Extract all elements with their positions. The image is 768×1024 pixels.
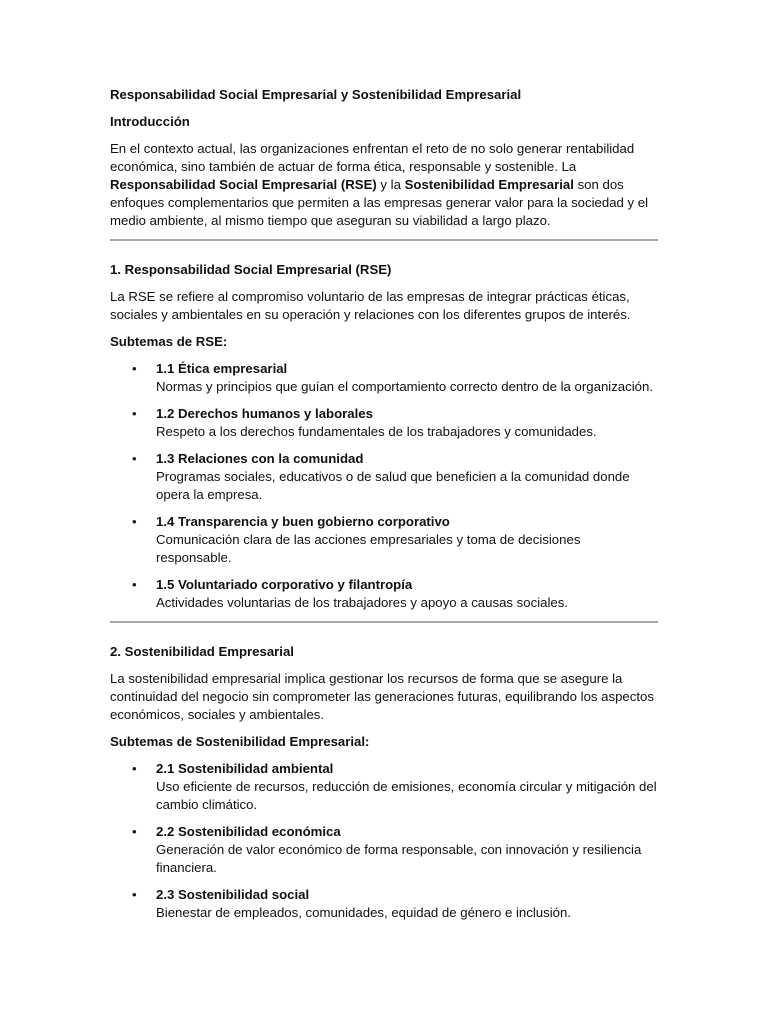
list-item-title: 2.1 Sostenibilidad ambiental (156, 761, 334, 776)
subtopics-title: Subtemas de Sostenibilidad Empresarial: (110, 734, 370, 749)
list-item (110, 823, 658, 877)
bullet-icon: • (132, 451, 137, 466)
document-title: Responsabilidad Social Empresarial y Sostenibilidad Empresarial (110, 87, 522, 102)
intro-paragraph (110, 140, 658, 230)
list-item-title: 1.2 Derechos humanos y laborales (156, 406, 373, 421)
intro-text-2: y la (376, 177, 405, 192)
intro-text-3: son dos enfoques complementarios que permiten a las empresas generar valor para la sociedad y el medio ambiente, al mismo tiempo que aseguran su viabilidad a largo plazo. (110, 177, 649, 228)
subtopic-list (110, 360, 658, 612)
bullet-icon: • (132, 361, 137, 376)
section-title: 2. Sostenibilidad Empresarial (110, 644, 294, 659)
list-item-title: 1.4 Transparencia y buen gobierno corporativo (156, 514, 450, 529)
section-title: 1. Responsabilidad Social Empresarial (RSE) (110, 262, 392, 277)
bullet-icon: • (132, 406, 137, 421)
list-item-description: Programas sociales, educativos o de salud que beneficien a la comunidad donde opera la empresa. (156, 469, 630, 502)
bullet-icon: • (132, 577, 137, 592)
subtopics-title: Subtemas de RSE: (110, 334, 228, 349)
list-item-description: Respeto a los derechos fundamentales de los trabajadores y comunidades. (156, 424, 597, 439)
list-item-description: Uso eficiente de recursos, reducción de emisiones, economía circular y mitigación del cambio climático. (156, 779, 657, 812)
intro-bold-sostenibilidad: Sostenibilidad Empresarial (404, 177, 574, 192)
intro-text-1: En el contexto actual, las organizaciones enfrentan el reto de no solo generar rentabilidad económica, sino también de actuar de forma ética, responsable y sostenible. La (110, 141, 635, 174)
list-item (110, 760, 658, 814)
bullet-icon: • (132, 824, 137, 839)
section-description: La RSE se refiere al compromiso voluntario de las empresas de integrar prácticas éticas, sociales y ambientales en su operación y relaciones con los diferentes grupos de interés. (110, 289, 631, 322)
list-item-title: 2.3 Sostenibilidad social (156, 887, 310, 902)
bullet-icon: • (132, 761, 137, 776)
intro-bold-rse: Responsabilidad Social Empresarial (RSE) (110, 177, 377, 192)
list-item-title: 1.1 Ética empresarial (156, 361, 288, 376)
list-item (110, 513, 658, 567)
list-item-title: 1.5 Voluntariado corporativo y filantropía (156, 577, 413, 592)
intro-heading: Introducción (110, 114, 190, 129)
list-item-title: 2.2 Sostenibilidad económica (156, 824, 341, 839)
list-item (110, 360, 658, 396)
list-item-description: Generación de valor económico de forma responsable, con innovación y resiliencia financiera. (156, 842, 642, 875)
list-item (110, 886, 658, 922)
list-item-description: Normas y principios que guían el comportamiento correcto dentro de la organización. (156, 379, 653, 394)
list-item (110, 576, 658, 612)
bullet-icon: • (132, 514, 137, 529)
horizontal-divider (110, 239, 658, 241)
subtopic-list (110, 760, 658, 922)
list-item-description: Actividades voluntarias de los trabajadores y apoyo a causas sociales. (156, 595, 568, 610)
list-item (110, 405, 658, 441)
list-item-description: Comunicación clara de las acciones empresariales y toma de decisiones responsable. (156, 532, 581, 565)
bullet-icon: • (132, 887, 137, 902)
list-item (110, 450, 658, 504)
list-item-title: 1.3 Relaciones con la comunidad (156, 451, 364, 466)
list-item-description: Bienestar de empleados, comunidades, equidad de género e inclusión. (156, 905, 571, 920)
section-description: La sostenibilidad empresarial implica gestionar los recursos de forma que se asegure la continuidad del negocio sin comprometer las generaciones futuras, equilibrando los aspectos económicos, sociales y ambientales. (110, 671, 654, 722)
horizontal-divider (110, 621, 658, 623)
